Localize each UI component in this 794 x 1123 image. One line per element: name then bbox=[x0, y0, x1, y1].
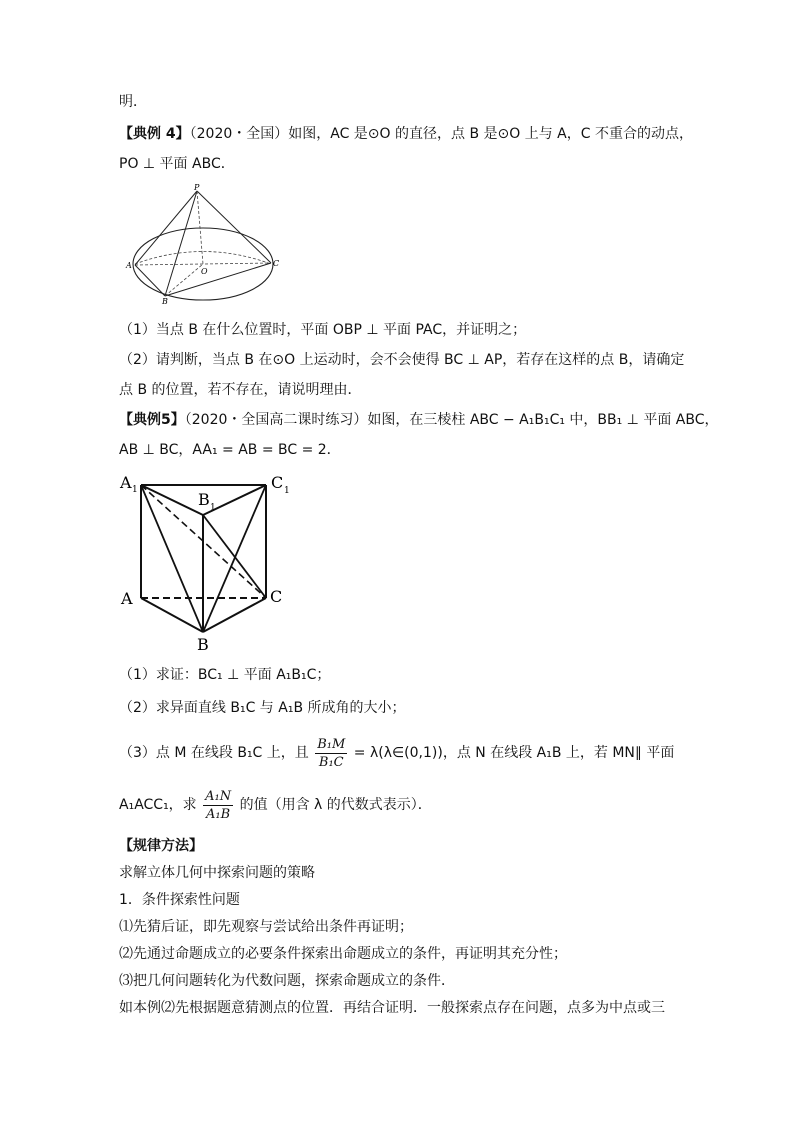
label-p: P bbox=[194, 183, 200, 192]
edge-bc bbox=[203, 598, 266, 632]
diagonal-a1b bbox=[141, 485, 203, 632]
example-4-label: 【典例 4】 bbox=[119, 126, 190, 142]
fraction-denominator: B₁C bbox=[318, 754, 344, 770]
label-c1-sub: 1 bbox=[284, 486, 290, 496]
line-pc bbox=[197, 191, 271, 263]
example-5-header bbox=[119, 410, 719, 430]
q3-text-c: A₁ACC₁，求 bbox=[119, 797, 197, 813]
example-5-label: 【典例5】 bbox=[119, 412, 185, 428]
label-b: B bbox=[197, 635, 209, 654]
line-bc bbox=[165, 263, 271, 296]
example-5-q3-line2 bbox=[119, 786, 432, 824]
method-line-4: ⑵先通过命题成立的必要条件探索出命题成立的条件，再证明其充分性； bbox=[119, 946, 567, 962]
fraction-b1m-b1c bbox=[315, 736, 347, 771]
example-5-line-2: AB ⊥ BC，AA₁ = AB = BC = 2． bbox=[119, 442, 341, 458]
q3-text-a: （3）点 M 在线段 B₁C 上，且 bbox=[119, 745, 309, 761]
example-4-line-2: PO ⊥ 平面 ABC． bbox=[119, 156, 235, 172]
example-4-q1: （1）当点 B 在什么位置时，平面 OBP ⊥ 平面 PAC，并证明之； bbox=[119, 322, 527, 338]
q3-text-b: = λ(λ∈(0,1))，点 N 在线段 A₁B 上，若 MN∥ 平面 bbox=[353, 745, 675, 761]
label-b: B bbox=[162, 297, 168, 305]
edge-ab bbox=[141, 598, 203, 632]
fraction-numerator: A₁N bbox=[205, 788, 232, 804]
fraction-numerator: B₁M bbox=[317, 736, 346, 752]
method-line-3: ⑴先猜后证，即先观察与尝试给出条件再证明； bbox=[119, 919, 413, 935]
edge-a1b1 bbox=[141, 485, 203, 515]
label-o: O bbox=[201, 267, 208, 276]
method-line-2: 1．条件探索性问题 bbox=[119, 892, 240, 908]
example-4-q2-line2: 点 B 的位置，若不存在，请说明理由． bbox=[119, 382, 362, 398]
line-pa bbox=[135, 191, 197, 265]
label-a: A bbox=[126, 261, 132, 270]
example-5-q2: （2）求异面直线 B₁C 与 A₁B 所成角的大小； bbox=[119, 700, 406, 716]
label-a1-sub: 1 bbox=[132, 485, 138, 495]
example-4-q2-line1: （2）请判断，当点 B 在⊙O 上运动时，会不会使得 BC ⊥ AP，若存在这样的点 B，请确定 bbox=[119, 352, 685, 368]
example-4-text: （2020・全国）如图，AC 是⊙O 的直径，点 B 是⊙O 上与 A，C 不重合的动点， bbox=[189, 126, 693, 142]
example-5-q1: （1）求证：BC₁ ⊥ 平面 A₁B₁C； bbox=[119, 667, 331, 683]
label-c1: C bbox=[271, 473, 284, 492]
method-title: 【规律方法】 bbox=[119, 838, 203, 854]
example-4-header bbox=[119, 124, 693, 144]
label-a1: A bbox=[120, 473, 132, 492]
label-a: A bbox=[121, 589, 133, 608]
q3-text-d: 的值（用含 λ 的代数式表示）． bbox=[239, 797, 432, 813]
line-ab bbox=[135, 265, 165, 296]
line-bo bbox=[165, 264, 203, 296]
figure-triangular-prism bbox=[118, 470, 298, 655]
figure-circle-cone bbox=[125, 183, 280, 305]
label-c: C bbox=[273, 259, 280, 268]
text-line-1: 明． bbox=[119, 94, 147, 110]
label-b1: B bbox=[198, 490, 210, 509]
label-b1-sub: 1 bbox=[210, 503, 216, 513]
label-c: C bbox=[270, 587, 283, 606]
example-5-q3-line1 bbox=[119, 734, 674, 772]
method-line-6: 如本例⑵先根据题意猜测点的位置．再结合证明．一般探索点存在问题，点多为中点或三 bbox=[119, 1000, 665, 1016]
method-line-1: 求解立体几何中探索问题的策略 bbox=[119, 865, 315, 881]
fraction-a1n-a1b bbox=[203, 788, 233, 823]
fraction-denominator: A₁B bbox=[206, 806, 231, 822]
example-5-text: （2020・全国高二课时练习）如图，在三棱柱 ABC − A₁B₁C₁ 中，BB₁ ⊥ 平面 ABC， bbox=[184, 412, 719, 428]
line-pb bbox=[165, 191, 197, 296]
method-line-5: ⑶把几何问题转化为代数问题，探索命题成立的条件． bbox=[119, 973, 455, 989]
